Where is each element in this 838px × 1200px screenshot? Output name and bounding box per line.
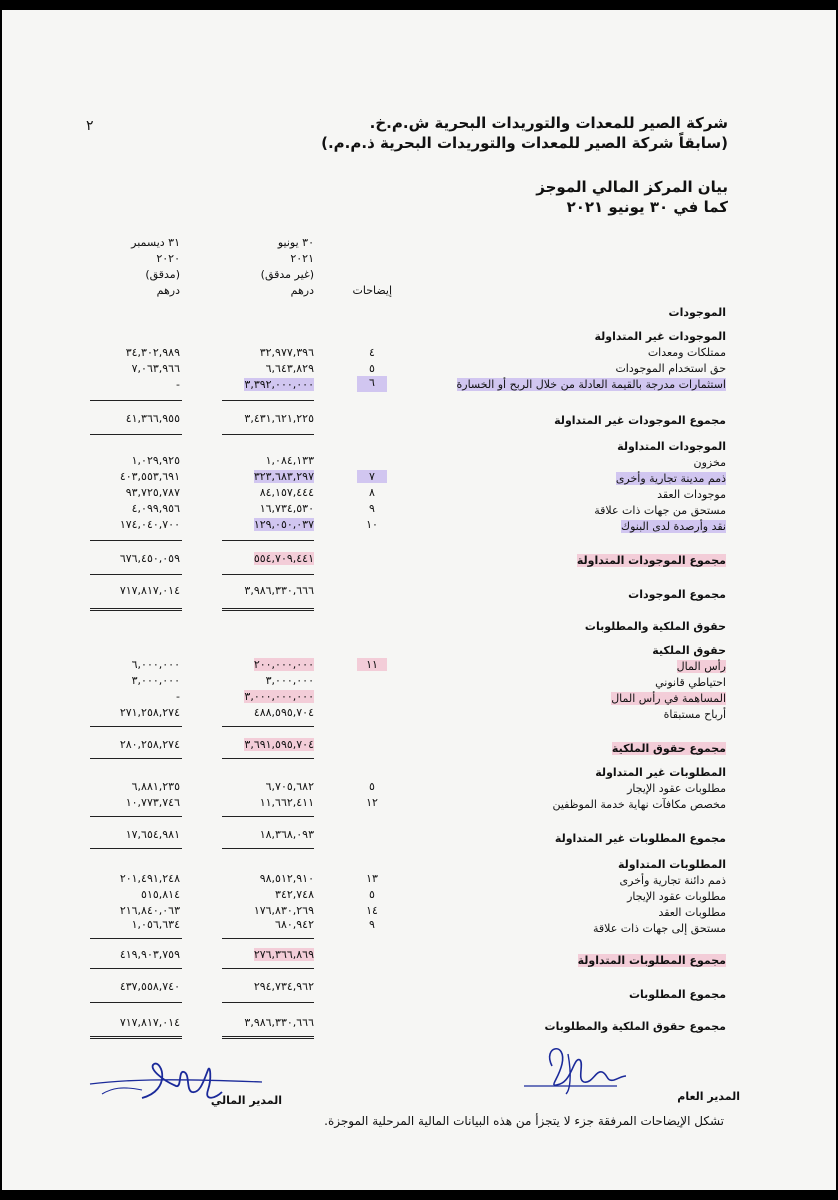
row-current: ٢٠٠,٠٠٠,٠٠٠ <box>253 658 314 671</box>
row-label: مجموع الموجودات المتداولة <box>576 554 726 567</box>
row-note: ٦ <box>357 376 387 392</box>
row-current: ٣,٩٨٦,٣٣٠,٦٦٦ <box>244 1016 314 1029</box>
row-current: ٣,٣٩٢,٠٠٠,٠٠٠ <box>244 378 314 391</box>
row-label: مطلوبات العقد <box>658 906 726 919</box>
row-note: ١٤ <box>366 904 378 917</box>
row-label: مخصص مكافآت نهاية خدمة الموظفين <box>552 798 726 811</box>
row-note: ١١ <box>357 658 387 671</box>
subtotal-rule <box>90 400 182 401</box>
row-current: ٢٧٦,٣٦٦,٨٦٩ <box>253 948 314 961</box>
subtotal-rule <box>222 968 314 969</box>
row-label: ذمم دائنة تجارية وأخرى <box>619 874 726 887</box>
col-prior-line4: درهم <box>156 284 180 297</box>
row-prior: ١,٠٢٩,٩٢٥ <box>131 454 180 467</box>
row-prior: ٣٤,٣٠٢,٩٨٩ <box>125 346 180 359</box>
row-current: ٦٨٠,٩٤٢ <box>275 918 314 931</box>
subtotal-rule <box>90 726 182 727</box>
row-prior: ٣,٠٠٠,٠٠٠ <box>131 674 180 687</box>
row-prior: ٩٣,٧٢٥,٧٨٧ <box>125 486 180 499</box>
subtotal-rule <box>90 574 182 575</box>
subtotal-rule <box>222 400 314 401</box>
row-prior: ١٧٤,٠٤٠,٧٠٠ <box>119 518 180 531</box>
row-current: ٣,٠٠٠,٠٠٠,٠٠٠ <box>244 690 314 703</box>
total-double-rule <box>222 608 314 612</box>
subtotal-rule <box>90 758 182 759</box>
row-note: ١٠ <box>366 518 378 531</box>
row-current: ٣,٩٨٦,٣٣٠,٦٦٦ <box>244 584 314 597</box>
subtotal-rule <box>222 574 314 575</box>
row-label: المساهمة في رأس المال <box>611 692 726 705</box>
footer-note: تشكل الإيضاحات المرفقة جزء لا يتجزأ من هذه البيانات المالية المرحلية الموجزة. <box>324 1114 724 1128</box>
row-label: مجموع الموجودات <box>628 588 726 601</box>
row-note: ٥ <box>369 888 375 901</box>
subtotal-rule <box>222 726 314 727</box>
row-label: مجموع حقوق الملكية والمطلوبات <box>544 1020 726 1033</box>
col-current-line4: درهم <box>290 284 314 297</box>
row-current: ٢٩٤,٧٣٤,٩٦٢ <box>253 980 314 993</box>
row-label: مجموع المطلوبات غير المتداولة <box>554 832 726 845</box>
col-current-line3: (غير مدقق) <box>260 268 314 281</box>
row-current: ١٨,٣٦٨,٠٩٣ <box>259 828 314 841</box>
subtotal-rule <box>90 1002 182 1003</box>
col-notes-header: إيضاحات <box>352 284 392 297</box>
section-non-current-liabilities: المطلوبات غير المتداولة <box>595 766 726 779</box>
row-prior: ٦,٠٠٠,٠٠٠ <box>131 658 180 671</box>
statement-page <box>2 10 836 1190</box>
statement-title: بيان المركز المالي الموجز <box>536 178 728 196</box>
company-name: شركة الصير للمعدات والتوريدات البحرية ش.م.خ. <box>369 114 728 132</box>
row-prior: ٦٧٦,٤٥٠,٠٥٩ <box>119 552 180 565</box>
section-equity-and-liabilities: حقوق الملكية والمطلوبات <box>584 620 726 633</box>
row-label: ذمم مدينة تجارية وأخرى <box>615 472 726 485</box>
col-prior-line2: ٢٠٢٠ <box>156 252 180 265</box>
row-current: ٨٤,١٥٧,٤٤٤ <box>259 486 314 499</box>
row-label: ممتلكات ومعدات <box>647 346 726 359</box>
subtotal-rule <box>90 938 182 939</box>
row-current: ٣٤٢,٧٤٨ <box>275 888 314 901</box>
row-prior: ٤١,٣٦٦,٩٥٥ <box>125 412 180 425</box>
page-number: ٢ <box>86 118 94 134</box>
row-current: ٥٥٤,٧٠٩,٤٤١ <box>253 552 314 565</box>
finance-manager-label: المدير المالي <box>210 1094 282 1107</box>
row-note: ٧ <box>357 470 387 483</box>
row-current: ٣٢٣,٦٨٣,٢٩٧ <box>253 470 314 483</box>
row-prior: ٢٨٠,٢٥٨,٢٧٤ <box>119 738 180 751</box>
section-non-current-assets: الموجودات غير المتداولة <box>594 330 726 343</box>
row-note: ٩ <box>369 918 375 931</box>
row-current: ٣,٦٩١,٥٩٥,٧٠٤ <box>244 738 314 751</box>
row-prior: ٢١٦,٨٤٠,٠٦٣ <box>119 904 180 917</box>
row-label: مجموع المطلوبات <box>628 988 726 1001</box>
section-assets: الموجودات <box>668 306 726 319</box>
subtotal-rule <box>222 816 314 817</box>
subtotal-rule <box>222 1002 314 1003</box>
row-current: ٤٨٨,٥٩٥,٧٠٤ <box>253 706 314 719</box>
row-label: رأس المال <box>676 660 726 673</box>
row-label: مجموع المطلوبات المتداولة <box>577 954 726 967</box>
subtotal-rule <box>90 848 182 849</box>
row-current: ١٧٦,٨٣٠,٢٦٩ <box>253 904 314 917</box>
row-label: مستحق من جهات ذات علاقة <box>594 504 726 517</box>
row-label: مطلوبات عقود الإيجار <box>627 782 726 795</box>
row-label: مستحق إلى جهات ذات علاقة <box>592 922 726 935</box>
row-current: ٣,٤٣١,٦٢١,٢٢٥ <box>244 412 314 425</box>
row-prior: ٧١٧,٨١٧,٠١٤ <box>119 584 180 597</box>
col-prior-line3: (مدقق) <box>145 268 180 281</box>
row-label: مطلوبات عقود الإيجار <box>627 890 726 903</box>
row-current: ٩٨,٥١٢,٩١٠ <box>259 872 314 885</box>
row-label: أرباح مستبقاة <box>663 708 726 721</box>
general-manager-label: المدير العام <box>677 1090 740 1103</box>
row-prior: ٢٧١,٢٥٨,٢٧٤ <box>119 706 180 719</box>
row-note: ٨ <box>369 486 375 499</box>
subtotal-rule <box>90 434 182 435</box>
row-label: استثمارات مدرجة بالقيمة العادلة من خلال الربح أو الخسارة <box>456 378 726 391</box>
section-current-assets: الموجودات المتداولة <box>617 440 726 453</box>
row-prior: - <box>176 690 180 703</box>
row-prior: ٧,٠٦٣,٩٦٦ <box>131 362 180 375</box>
row-prior: ٥١٥,٨١٤ <box>141 888 180 901</box>
subtotal-rule <box>222 758 314 759</box>
row-current: ٦,٧٠٥,٦٨٢ <box>265 780 314 793</box>
total-double-rule <box>90 608 182 612</box>
row-prior: ١٠,٧٧٣,٧٤٦ <box>125 796 180 809</box>
row-label: نقد وأرصدة لدى البنوك <box>621 520 726 533</box>
col-prior-line1: ٣١ ديسمبر <box>131 236 180 249</box>
row-note: ٤ <box>369 346 375 359</box>
row-note: ٩ <box>369 502 375 515</box>
row-prior: ١٧,٦٥٤,٩٨١ <box>125 828 180 841</box>
row-prior: ٢٠١,٤٩١,٢٤٨ <box>119 872 180 885</box>
row-note: ٥ <box>369 362 375 375</box>
row-prior: ٦,٨٨١,٢٣٥ <box>131 780 180 793</box>
subtotal-rule <box>90 540 182 541</box>
row-current: ١١,٦٦٢,٤١١ <box>259 796 314 809</box>
subtotal-rule <box>222 434 314 435</box>
col-current-line1: ٣٠ يونيو <box>277 236 314 249</box>
row-current: ٦,٦٤٣,٨٢٩ <box>265 362 314 375</box>
row-prior: ٧١٧,٨١٧,٠١٤ <box>119 1016 180 1029</box>
row-prior: ١,٠٥٦,٦٣٤ <box>131 918 180 931</box>
row-prior: - <box>176 378 180 391</box>
row-prior: ٤٣٧,٥٥٨,٧٤٠ <box>119 980 180 993</box>
subtotal-rule <box>222 540 314 541</box>
row-label: مخزون <box>693 456 726 469</box>
subtotal-rule <box>90 968 182 969</box>
row-current: ٣٢,٩٧٧,٣٩٦ <box>259 346 314 359</box>
row-current: ١٦,٧٣٤,٥٣٠ <box>259 502 314 515</box>
row-current: ١٢٩,٠٥٠,٠٣٧ <box>253 518 314 531</box>
statement-date: كما في ٣٠ يونيو ٢٠٢١ <box>566 198 728 216</box>
subtotal-rule <box>90 816 182 817</box>
row-prior: ٤١٩,٩٠٣,٧٥٩ <box>119 948 180 961</box>
former-name: (سابقاً شركة الصير للمعدات والتوريدات البحرية ذ.م.م.) <box>321 134 728 152</box>
row-note: ١٣ <box>366 872 378 885</box>
subtotal-rule <box>222 938 314 939</box>
row-label: موجودات العقد <box>657 488 726 501</box>
section-current-liabilities: المطلوبات المتداولة <box>617 858 726 871</box>
row-note: ٥ <box>369 780 375 793</box>
row-label: مجموع الموجودات غير المتداولة <box>554 414 726 427</box>
row-prior: ٤٠٣,٥٥٣,٦٩١ <box>119 470 180 483</box>
row-label: مجموع حقوق الملكية <box>611 742 726 755</box>
row-current: ١,٠٨٤,١٣٣ <box>265 454 314 467</box>
section-equity: حقوق الملكية <box>652 644 726 657</box>
row-current: ٣,٠٠٠,٠٠٠ <box>265 674 314 687</box>
row-label: حق استخدام الموجودات <box>615 362 726 375</box>
row-note: ١٢ <box>366 796 378 809</box>
row-prior: ٤,٠٩٩,٩٥٦ <box>131 502 180 515</box>
subtotal-rule <box>222 848 314 849</box>
row-label: احتياطي قانوني <box>655 676 726 689</box>
col-current-line2: ٢٠٢١ <box>290 252 314 265</box>
